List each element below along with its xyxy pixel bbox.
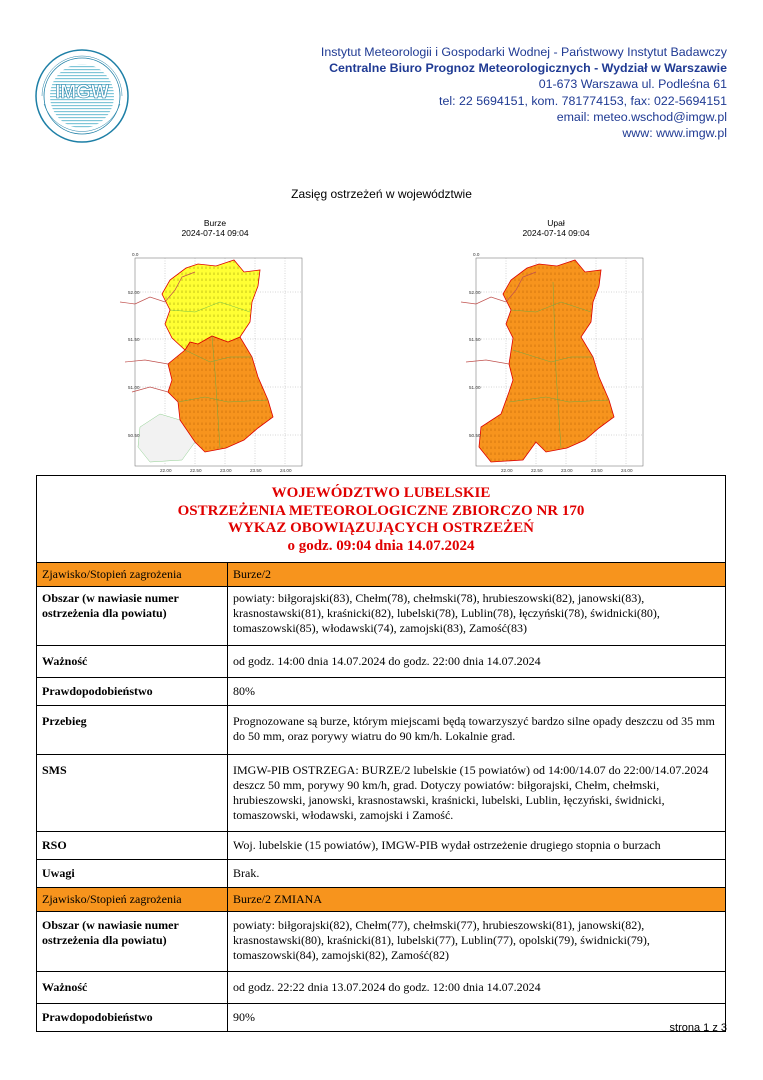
lon-tick-right-2: 22.50 (531, 468, 543, 473)
map-upal (461, 218, 651, 473)
w2-probability-value: 90% (228, 1004, 726, 1032)
lat-tick-right-2: 51.50 (469, 337, 481, 342)
institute-name: Instytut Meteorologii i Gospodarki Wodnej - Państwowy Instytut Badawczy (320, 45, 727, 59)
lon-tick-left-3: 23.00 (220, 468, 232, 473)
w1-notes-value: Brak. (228, 860, 726, 888)
lon-tick-right-5: 24.00 (621, 468, 633, 473)
table-row (37, 646, 725, 678)
table-row (37, 587, 725, 646)
lon-tick-right-3: 23.00 (561, 468, 573, 473)
email[interactable]: email: meteo.wschod@imgw.pl (556, 109, 727, 124)
lat-tick-left-1: 52.00 (128, 290, 140, 295)
map-upal-svg (461, 242, 651, 473)
map-burze-time: 2024-07-14 09:04 (181, 228, 249, 238)
lat-tick-right-4: 50.50 (469, 433, 481, 438)
imgw-logo-graphic (34, 48, 130, 144)
institute-header (321, 44, 727, 141)
phone: tel: 22 5694151, kom. 781774153, fax: 022-5694151 (439, 93, 727, 108)
lon-tick-right-4: 23.50 (591, 468, 603, 473)
w1-validity-value: od godz. 14:00 dnia 14.07.2024 do godz. 22:00 dnia 14.07.2024 (228, 646, 726, 678)
table-row (37, 1004, 725, 1032)
w2-phenomenon-label: Zjawisko/Stopień zagrożenia (37, 888, 228, 912)
address: 01-673 Warszawa ul. Podleśna 61 (538, 77, 727, 92)
bulletin-title (37, 476, 725, 562)
w1-rso-value: Woj. lubelskie (15 powiatów), IMGW-PIB wydał ostrzeżenie drugiego stopnia o burzach (228, 832, 726, 860)
warnings-document (36, 475, 726, 1032)
lon-tick-left-5: 24.00 (280, 468, 292, 473)
w1-probability-value: 80% (228, 678, 726, 706)
bureau-name: Centralne Biuro Prognoz Meteorologicznych - Wydział w Warszawie (329, 61, 727, 76)
w1-sms-value: IMGW-PIB OSTRZEGA: BURZE/2 lubelskie (15 powiatów) od 14:00/14.07 do 22:00/14.07.2024 deszcz 50 mm, porywy 90 km/h, grad. Dotyczy powiatów: biłgorajski, Chełm, chełmski, hrubieszowski, janowski, krasnostawski, kraśnicki, lubelski, Lublin, łęczyński, świdnicki, tomaszowski, włodawski, zamojski i Zamość. (228, 755, 726, 832)
w1-area-label: Obszar (w nawiasie numer ostrzeżenia dla powiatu) (37, 587, 228, 646)
w1-area-value: powiaty: biłgorajski(83), Chełm(78), chełmski(78), hrubieszowski(82), janowski(83), krasnostawski(81), kraśnicki(82), lubelski(78), Lublin(78), łęczyński(78), świdnicki(80), tomaszowski(85), włodawski(74), zamojski(83), Zamość(83) (228, 587, 726, 646)
table-row (37, 912, 725, 972)
w1-probability-label: Prawdopodobieństwo (37, 678, 228, 706)
w1-phenomenon-value: Burze/2 (228, 563, 726, 587)
page-number: strona 1 z 3 (669, 1022, 727, 1034)
bulletin-voivodeship: WOJEWÓDZTWO LUBELSKIE (271, 485, 491, 501)
lon-tick-left-1: 22.00 (160, 468, 172, 473)
w1-course-label: Przebieg (37, 706, 228, 755)
imgw-logo (34, 48, 130, 144)
lon-tick-right-1: 22.00 (501, 468, 513, 473)
table-row (37, 888, 725, 912)
lat-tick-left-2: 51.50 (128, 337, 140, 342)
map-upal-title: Upał (547, 218, 565, 228)
w1-rso-label: RSO (37, 832, 228, 860)
bulletin-time: o godz. 09:04 dnia 14.07.2024 (287, 537, 475, 554)
lat-tick-left-3: 51.00 (128, 385, 140, 390)
w2-validity-label: Ważność (37, 972, 228, 1004)
w1-sms-label: SMS (37, 755, 228, 832)
table-row (37, 678, 725, 706)
bulletin-number: OSTRZEŻENIA METEOROLOGICZNE ZBIORCZO NR 170 (177, 502, 585, 519)
maps-caption: Zasięg ostrzeżeń w województwie (291, 187, 472, 201)
lat-tick-left-4: 50.50 (128, 433, 140, 438)
logo-text-top: IMGW (55, 82, 109, 103)
w1-phenomenon-label: Zjawisko/Stopień zagrożenia (37, 563, 228, 587)
website[interactable]: www: www.imgw.pl (622, 126, 727, 141)
bulletin-list-title: WYKAZ OBOWIĄZUJĄCYCH OSTRZEŻEŃ (228, 520, 534, 537)
table-row (37, 860, 725, 888)
w2-area-value: powiaty: biłgorajski(82), Chełm(77), chełmski(77), hrubieszowski(81), janowski(82), krasnostawski(80), kraśnicki(81), lubelski(77), Lublin(77), opolski(79), świdnicki(79), tomaszowski(84), zamojski(82), Zamość(82) (228, 912, 726, 972)
warnings-table (37, 562, 725, 1031)
w2-validity-value: od godz. 22:22 dnia 13.07.2024 do godz. 12:00 dnia 14.07.2024 (228, 972, 726, 1004)
corner-tick-left: 0.0 (132, 252, 139, 257)
w2-area-label: Obszar (w nawiasie numer ostrzeżenia dla powiatu) (37, 912, 228, 972)
w2-probability-label: Prawdopodobieństwo (37, 1004, 228, 1032)
map-upal-time: 2024-07-14 09:04 (522, 228, 590, 238)
table-row (37, 972, 725, 1004)
w1-notes-label: Uwagi (37, 860, 228, 888)
table-row (37, 755, 725, 832)
w1-validity-label: Ważność (37, 646, 228, 678)
table-row (37, 563, 725, 587)
lon-tick-left-4: 23.50 (250, 468, 262, 473)
lon-tick-left-2: 22.50 (190, 468, 202, 473)
map-burze (120, 218, 310, 473)
table-row (37, 832, 725, 860)
w2-phenomenon-value: Burze/2 ZMIANA (228, 888, 726, 912)
w1-course-value: Prognozowane są burze, którym miejscami będą towarzyszyć bardzo silne opady deszczu od 35 mm do 50 mm, oraz porywy wiatru do 90 km/h. Lokalnie grad. (228, 706, 726, 755)
lat-tick-right-3: 51.00 (469, 385, 481, 390)
corner-tick-right: 0.0 (473, 252, 480, 257)
map-burze-svg (120, 242, 310, 473)
table-row (37, 706, 725, 755)
map-burze-title: Burze (203, 218, 227, 228)
lat-tick-right-1: 52.00 (469, 290, 481, 295)
